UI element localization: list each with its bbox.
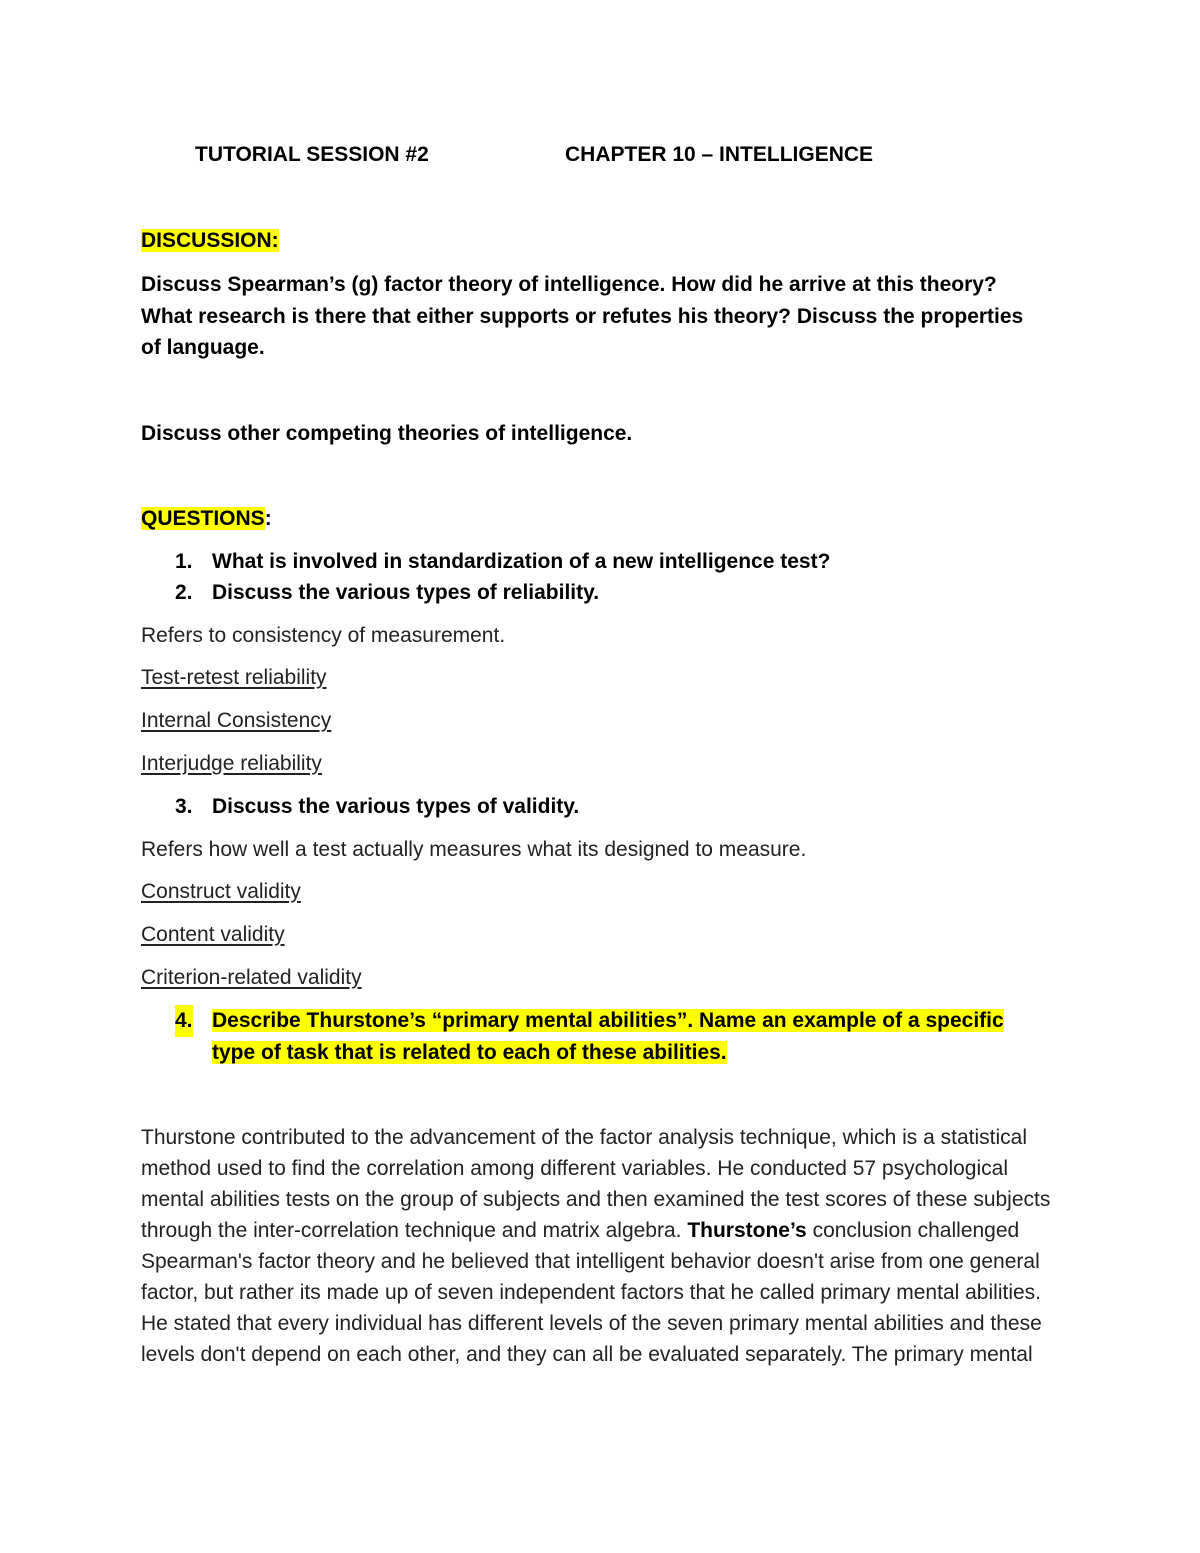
chapter-title: CHAPTER 10 – INTELLIGENCE bbox=[565, 143, 874, 166]
question-item-3 bbox=[175, 791, 1055, 823]
thurstone-paragraph bbox=[141, 1122, 1066, 1370]
validity-type: Construct validity bbox=[141, 880, 301, 903]
question-number: 1. bbox=[175, 550, 193, 573]
question-text: Discuss the various types of reliability. bbox=[212, 581, 600, 604]
thurstone-bold-name: Thurstone’s bbox=[687, 1219, 807, 1242]
thurstone-text-start: Thurstone contributed to the advancement of the factor analysis technique, which is a statistical method used to find the correlation among different variables. He conducted 57 psychological mental abilities tests on the group of subjects and then examined the test scores of these subjects through the inter-correlation technique and matrix algebra. bbox=[141, 1126, 1051, 1242]
question-item-4 bbox=[175, 1005, 1035, 1068]
question-number: 4. bbox=[175, 1005, 193, 1037]
discussion-prompt-1: Discuss Spearman’s (g) factor theory of intelligence. How did he arrive at this theory? What research is there that either supports or refutes his theory? Discuss the properties of language. bbox=[141, 273, 1024, 359]
questions-heading bbox=[141, 503, 1061, 535]
question-text: What is involved in standardization of a new intelligence test? bbox=[212, 550, 831, 573]
thurstone-text-end: conclusion challenged Spearman's factor theory and he believed that intelligent behavior doesn't arise from one general factor, but rather its made up of seven independent factors that he called primary mental abilities. He stated that every individual has different levels of the seven primary mental abilities and these levels don't depend on each other, and they can all be evaluated separately. The primary mental bbox=[141, 1219, 1042, 1366]
question-text: Discuss the various types of validity. bbox=[212, 795, 580, 818]
questions-label-colon: : bbox=[264, 507, 272, 530]
reliability-type: Interjudge reliability bbox=[141, 752, 322, 775]
validity-definition: Refers how well a test actually measures what its designed to measure. bbox=[141, 838, 807, 861]
question-item-1 bbox=[175, 546, 1055, 578]
discussion-prompt-2: Discuss other competing theories of intelligence. bbox=[141, 422, 633, 445]
reliability-type: Test-retest reliability bbox=[141, 666, 327, 689]
reliability-definition: Refers to consistency of measurement. bbox=[141, 624, 506, 647]
question-item-2 bbox=[175, 577, 1055, 609]
question-number: 2. bbox=[175, 581, 193, 604]
session-title: TUTORIAL SESSION #2 bbox=[195, 143, 429, 166]
questions-label: QUESTIONS bbox=[141, 507, 265, 530]
question-text-highlighted: Describe Thurstone’s “primary mental abilities”. Name an example of a specific type of task that is related to each of these abilities. bbox=[212, 1009, 1004, 1064]
question-number: 3. bbox=[175, 795, 193, 818]
discussion-heading bbox=[141, 225, 1061, 257]
reliability-type: Internal Consistency bbox=[141, 709, 332, 732]
validity-type: Content validity bbox=[141, 923, 285, 946]
discussion-label: DISCUSSION: bbox=[141, 229, 279, 252]
validity-type: Criterion-related validity bbox=[141, 966, 362, 989]
